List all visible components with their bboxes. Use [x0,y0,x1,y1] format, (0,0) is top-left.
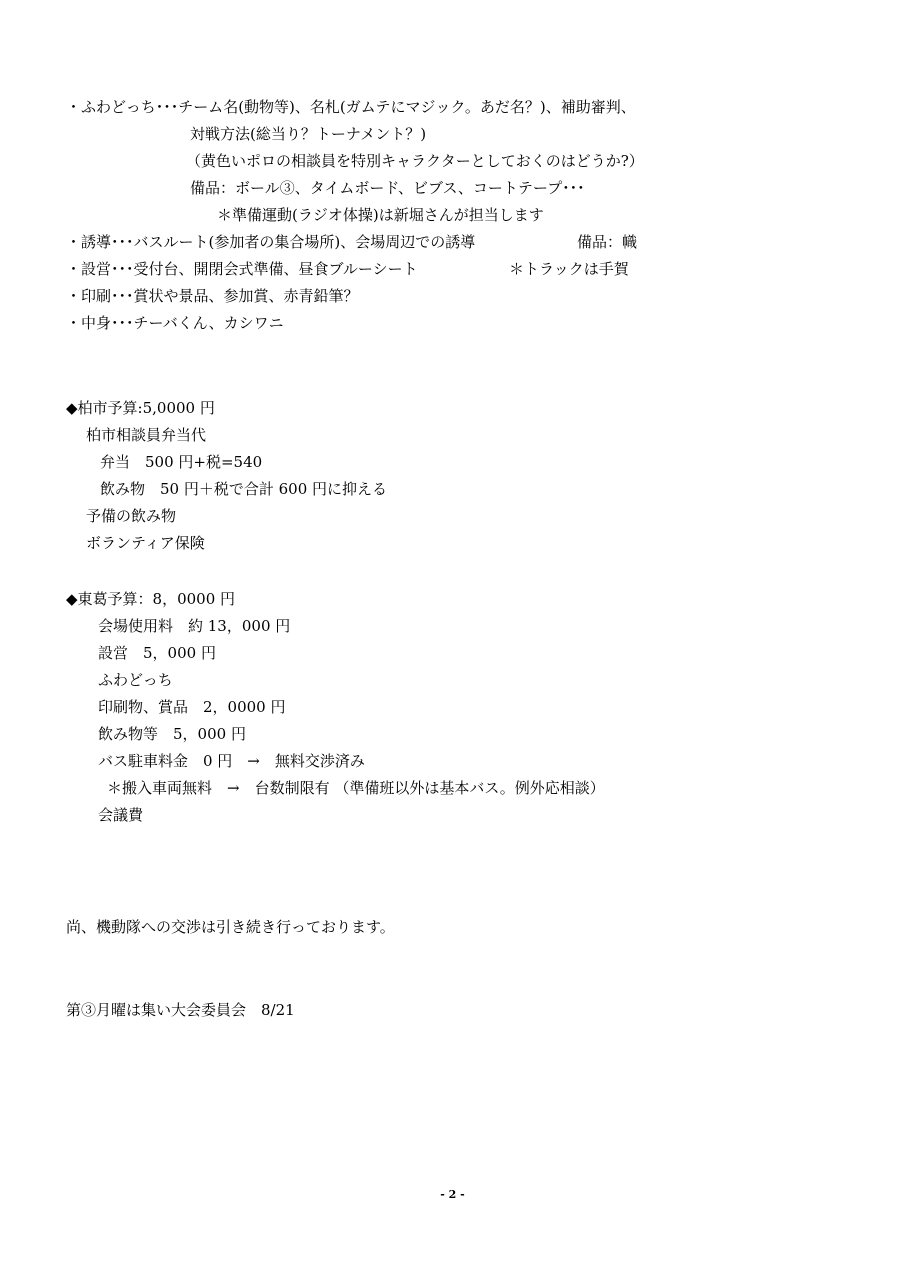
note-police-negotiation: 尚、機動隊への交渉は引き続き行っております。 [66,918,395,936]
task-fuwadotchi-line5: ＊準備運動(ラジオ体操)は新堀さんが担当します [217,206,544,224]
tokatsu-budget-item: ＊搬入車両無料 → 台数制限有 （準備班以外は基本バス。例外応相談） [107,779,605,797]
kashiwa-budget-item: 弁当 500 円+税=540 [100,453,263,471]
task-fuwadotchi-line3: （黄色いポロの相談員を特別キャラクターとしておくのはどうか?） [186,152,644,170]
kashiwa-budget-item: 飲み物 50 円＋税で合計 600 円に抑える [100,480,388,498]
task-insatsu: ・印刷･･･賞状や景品、参加賞、赤青鉛筆？ [66,287,359,305]
task-fuwadotchi-line2: 対戦方法(総当り？トーナメント？) [190,125,427,143]
tokatsu-budget-item: 会場使用料 約 13，000 円 [98,617,291,635]
tokatsu-budget-item: 印刷物、賞品 2，0000 円 [98,698,286,716]
task-nakami: ・中身･･･チーバくん、カシワニ [66,314,284,332]
task-fuwadotchi-line4: 備品：ボール③、タイムボード、ビブス、コートテープ･･･ [190,179,585,197]
kashiwa-budget-heading: ◆柏市予算:5,0000 円 [66,399,215,417]
tokatsu-budget-item: 飲み物等 5，000 円 [98,725,246,743]
task-yudo-equipment: 備品：幟 [577,233,638,251]
task-setsuei: ・設営･･･受付台、開閉会式準備、昼食ブルーシート [66,260,418,278]
task-setsuei-note: ＊トラックは手賀 [509,260,629,278]
tokatsu-budget-heading: ◆東葛予算：8，0000 円 [66,590,236,608]
kashiwa-budget-item: 柏市相談員弁当代 [86,426,207,444]
task-yudo: ・誘導･･･バスルート(参加者の集合場所)、会場周辺での誘導 [66,233,476,251]
tokatsu-budget-item: 会議費 [98,806,144,824]
page-number: - 2 - [440,1188,465,1201]
next-meeting: 第③月曜は集い大会委員会 8/21 [66,1001,295,1019]
tokatsu-budget-item: 設営 5，000 円 [98,644,216,662]
tokatsu-budget-item: ふわどっち [98,671,173,689]
kashiwa-budget-item: 予備の飲み物 [86,507,177,525]
kashiwa-budget-item: ボランティア保険 [86,534,205,552]
task-fuwadotchi-line1: ・ふわどっち･･･チーム名(動物等)、名札(ガムテにマジック。あだ名？)、補助審判、 [66,98,636,116]
tokatsu-budget-item: バス駐車料金 0 円 → 無料交渉済み [98,752,365,770]
